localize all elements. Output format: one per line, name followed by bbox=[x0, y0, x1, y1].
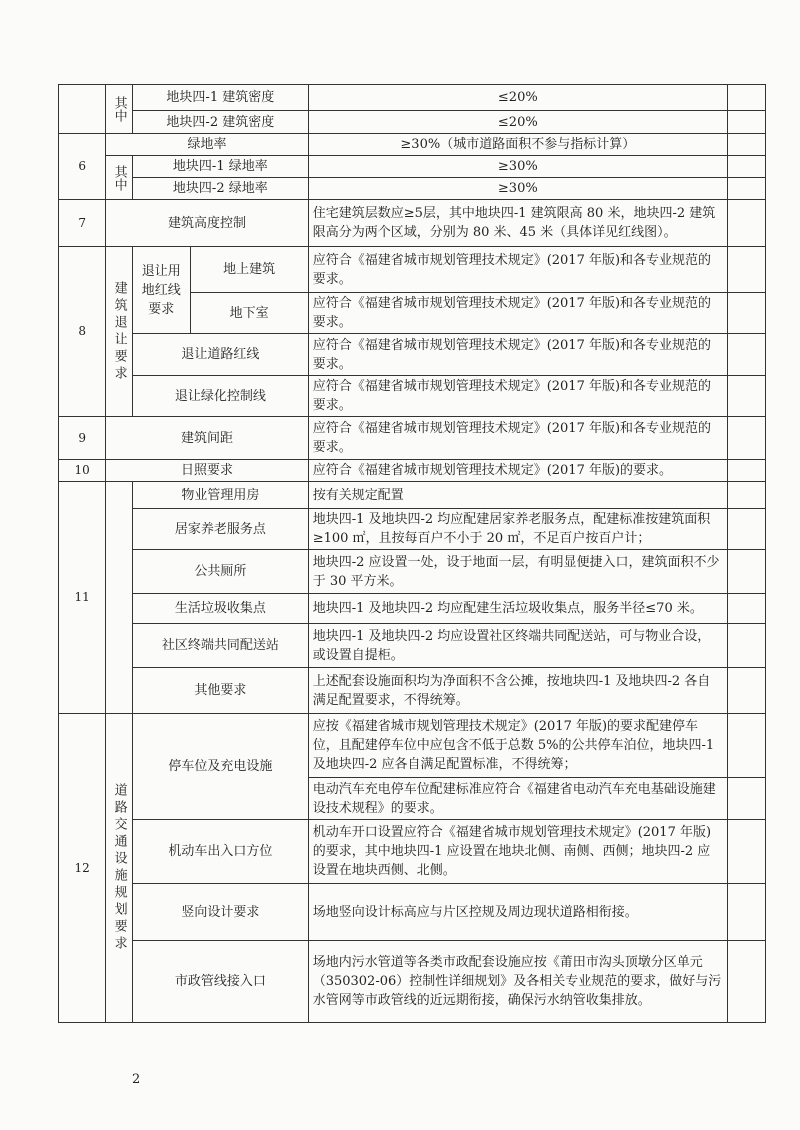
table-row bbox=[59, 417, 766, 460]
row-value: 住宅建筑层数应≥5层，其中地块四-1 建筑限高 80 米，地块四-2 建筑限高分为两个区域，分别为 80 米、45 米（具体详见红线图）。 bbox=[308, 200, 727, 247]
row-number: 11 bbox=[59, 482, 106, 714]
row-value: ≥30%（城市道路面积不参与指标计算） bbox=[308, 134, 727, 156]
table-row bbox=[59, 334, 766, 376]
row-name: 竖向设计要求 bbox=[132, 884, 308, 941]
row-name: 公共厕所 bbox=[132, 550, 308, 594]
row-value: 应符合《福建省城市规划管理技术规定》(2017 年版)和各专业规范的要求。 bbox=[308, 417, 727, 460]
row-value: ≥30% bbox=[308, 156, 727, 178]
table-row bbox=[59, 460, 766, 482]
row-value: 场地竖向设计标高应与片区控规及周边现状道路相衔接。 bbox=[308, 884, 727, 941]
row-value: 电动汽车充电停车位配建标准应符合《福建省电动汽车充电基础设施建设技术规程》的要求。 bbox=[308, 778, 727, 820]
row-name: 退让道路红线 bbox=[132, 334, 308, 376]
table-row bbox=[59, 178, 766, 200]
row-name: 其他要求 bbox=[132, 668, 308, 714]
row-name: 停车位及充电设施 bbox=[132, 714, 308, 820]
row-name: 建筑间距 bbox=[106, 417, 308, 460]
sub-label: 其中 bbox=[106, 156, 133, 200]
row-name: 社区终端共同配送站 bbox=[132, 624, 308, 668]
row-number: 8 bbox=[59, 247, 106, 417]
row-value: 应按《福建省城市规划管理技术规定》(2017 年版)的要求配建停车位，且配建停车位中应包含不低于总数 5%的公共停车泊位，地块四-1 及地块四-2 应各自满足配置标准，不得统筹； bbox=[308, 714, 727, 778]
table-row bbox=[59, 941, 766, 1023]
table-row bbox=[59, 509, 766, 550]
planning-conditions-table bbox=[58, 84, 766, 1023]
row-name: 建筑高度控制 bbox=[106, 200, 308, 247]
table-row bbox=[59, 884, 766, 941]
page-number: 2 bbox=[132, 1072, 141, 1087]
row-value: 应符合《福建省城市规划管理技术规定》(2017 年版)的要求。 bbox=[308, 460, 727, 482]
row-value: 应符合《福建省城市规划管理技术规定》(2017 年版)和各专业规范的要求。 bbox=[308, 247, 727, 293]
row-value: ≥30% bbox=[308, 178, 727, 200]
row-value: 应符合《福建省城市规划管理技术规定》(2017 年版)和各专业规范的要求。 bbox=[308, 376, 727, 417]
row-value: 应符合《福建省城市规划管理技术规定》(2017 年版)和各专业规范的要求。 bbox=[308, 293, 727, 334]
table-row bbox=[59, 482, 766, 509]
row-name: 退让绿化控制线 bbox=[132, 376, 308, 417]
row-value: ≤20% bbox=[308, 111, 727, 134]
table-row bbox=[59, 200, 766, 247]
table-row bbox=[59, 156, 766, 178]
row-number: 9 bbox=[59, 417, 106, 460]
row-name: 地下室 bbox=[190, 293, 308, 334]
row-value: 地块四-1 及地块四-2 均应配建生活垃圾收集点，服务半径≤70 米。 bbox=[308, 594, 727, 624]
row-value: 地块四-1 及地块四-2 均应设置社区终端共同配送站，可与物业合设，或设置自提柜。 bbox=[308, 624, 727, 668]
sub-label: 其中 bbox=[106, 85, 133, 134]
row-value: 机动车开口设置应符合《福建省城市规划管理技术规定》(2017 年版)的要求，其中地块四-1 应设置在地块北侧、南侧、西侧；地块四-2 应设置在地块西侧、北侧。 bbox=[308, 820, 727, 884]
table-row bbox=[59, 668, 766, 714]
row-name: 日照要求 bbox=[106, 460, 308, 482]
table-row bbox=[59, 594, 766, 624]
row-name: 地上建筑 bbox=[190, 247, 308, 293]
row-number: 10 bbox=[59, 460, 106, 482]
row-number: 7 bbox=[59, 200, 106, 247]
row-name: 绿地率 bbox=[106, 134, 308, 156]
table-row bbox=[59, 820, 766, 884]
table-row bbox=[59, 111, 766, 134]
table-row bbox=[59, 376, 766, 417]
row-value: 应符合《福建省城市规划管理技术规定》(2017 年版)和各专业规范的要求。 bbox=[308, 334, 727, 376]
row-name: 地块四-1 绿地率 bbox=[132, 156, 308, 178]
group-label: 道路交通设施规划要求 bbox=[106, 714, 133, 1023]
row-number: 6 bbox=[59, 134, 106, 200]
row-name: 地块四-2 绿地率 bbox=[132, 178, 308, 200]
row-value: 地块四-2 应设置一处，设于地面一层，有明显便捷入口，建筑面积不少于 30 平方米。 bbox=[308, 550, 727, 594]
row-name: 居家养老服务点 bbox=[132, 509, 308, 550]
row-name: 机动车出入口方位 bbox=[132, 820, 308, 884]
table-row bbox=[59, 85, 766, 111]
row-name: 市政管线接入口 bbox=[132, 941, 308, 1023]
table-row bbox=[59, 134, 766, 156]
row-value: 按有关规定配置 bbox=[308, 482, 727, 509]
row-name: 生活垃圾收集点 bbox=[132, 594, 308, 624]
table-row bbox=[59, 714, 766, 778]
table-row bbox=[59, 624, 766, 668]
row-name: 地块四-1 建筑密度 bbox=[132, 85, 308, 111]
row-name: 物业管理用房 bbox=[132, 482, 308, 509]
row-value: 场地内污水管道等各类市政配套设施应按《莆田市沟头顶墩分区单元（350302-06）控制性详细规划》及各相关专业规范的要求，做好与污水管网等市政管线的近远期衔接，确保污水纳管收集排放。 bbox=[308, 941, 727, 1023]
row-name: 地块四-2 建筑密度 bbox=[132, 111, 308, 134]
sub-group-label: 退让用地红线要求 bbox=[132, 247, 190, 334]
table-row bbox=[59, 550, 766, 594]
row-number: 12 bbox=[59, 714, 106, 1023]
row-value: ≤20% bbox=[308, 85, 727, 111]
row-value: 上述配套设施面积均为净面积不含公摊，按地块四-1 及地块四-2 各自满足配置要求，不得统筹。 bbox=[308, 668, 727, 714]
table-row bbox=[59, 247, 766, 293]
document-page bbox=[58, 84, 766, 1023]
group-label: 建筑退让要求 bbox=[106, 247, 133, 417]
row-value: 地块四-1 及地块四-2 均应配建居家养老服务点，配建标准按建筑面积≥100 ㎡，且按每百户不小于 20 ㎡，不足百户按百户计； bbox=[308, 509, 727, 550]
